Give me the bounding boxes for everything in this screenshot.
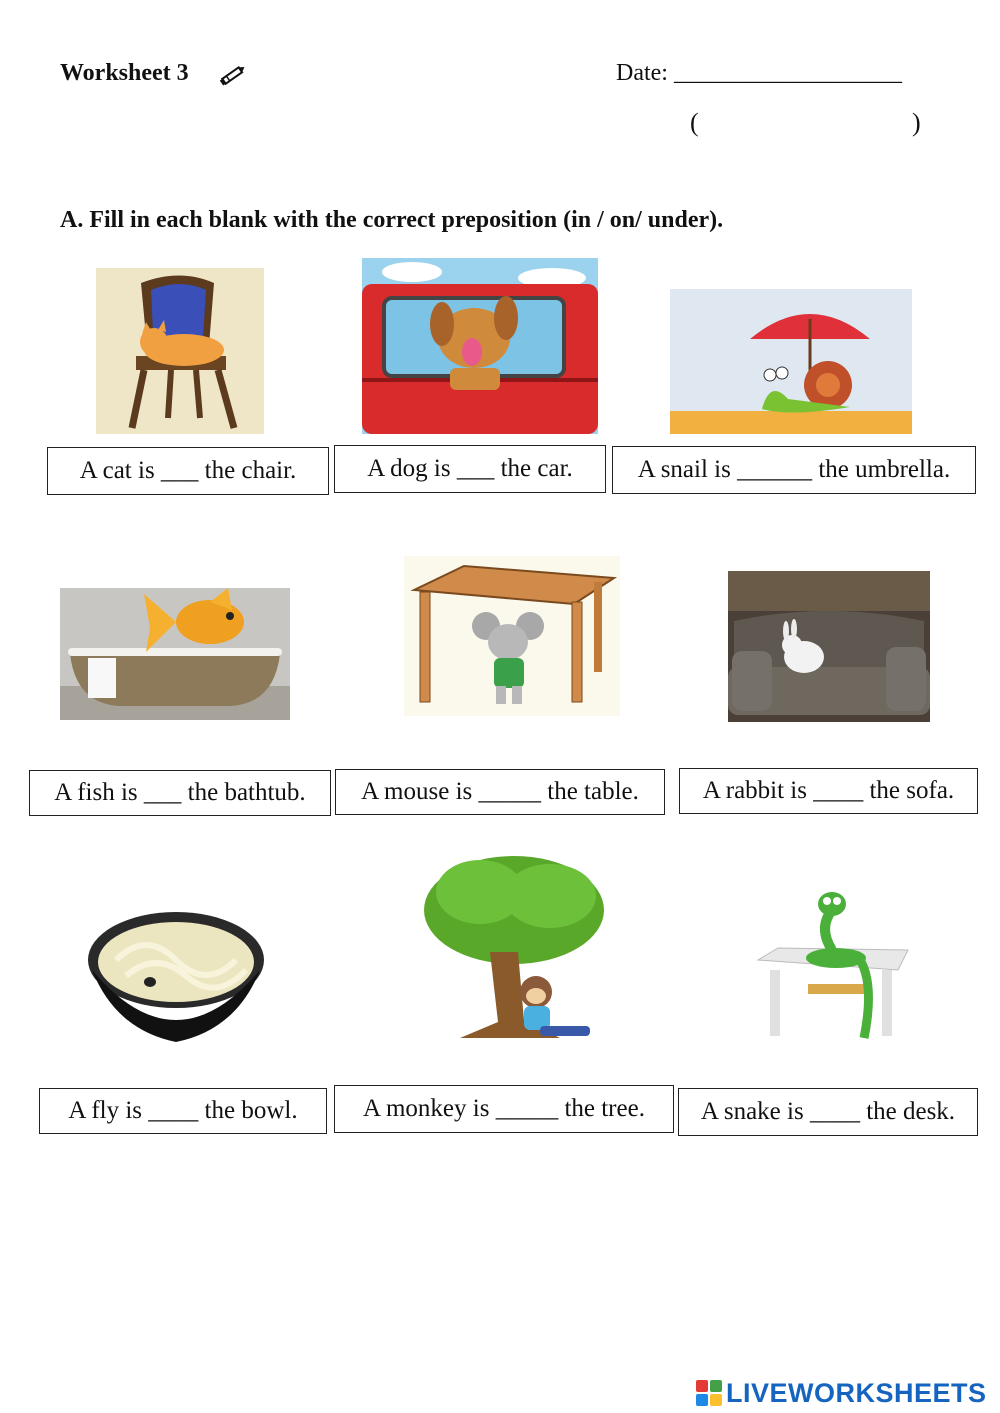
sentence-box-7[interactable]: A fly is ____ the bowl. [39,1088,327,1134]
fly-in-bowl-icon [86,900,266,1048]
snail-under-umbrella-icon [670,289,912,434]
cat-on-chair-icon [96,268,264,434]
sentence-box-6[interactable]: A rabbit is ____ the sofa. [679,768,978,814]
sentence-box-3[interactable]: A snail is ______ the umbrella. [612,446,976,494]
snake-on-desk-icon [752,888,912,1048]
sentence-box-1[interactable]: A cat is ___ the chair. [47,447,329,495]
sentence-box-2[interactable]: A dog is ___ the car. [334,445,606,493]
sentence-box-8[interactable]: A monkey is _____ the tree. [334,1085,674,1133]
monkey-under-tree-icon [420,852,606,1054]
name-paren-open: ( [690,108,699,137]
name-paren-close: ) [912,108,921,137]
logo-squares-icon [696,1380,722,1406]
worksheet-title: Worksheet 3 [60,60,189,86]
pencil-icon [218,62,248,88]
liveworksheets-logo [696,1375,987,1411]
sentence-box-5[interactable]: A mouse is _____ the table. [335,769,665,815]
brand-name: LIVEWORKSHEETS [726,1377,987,1408]
sentence-box-4[interactable]: A fish is ___ the bathtub. [29,770,331,816]
section-a-instruction: A. Fill in each blank with the correct preposition (in / on/ under). [60,207,724,233]
sentence-box-9[interactable]: A snake is ____ the desk. [678,1088,978,1136]
mouse-under-table-icon [404,556,620,716]
fish-in-bathtub-icon [60,588,290,720]
dog-in-car-icon [362,258,598,434]
date-field[interactable]: Date: ___________________ [616,60,902,86]
rabbit-on-sofa-icon [728,571,930,722]
